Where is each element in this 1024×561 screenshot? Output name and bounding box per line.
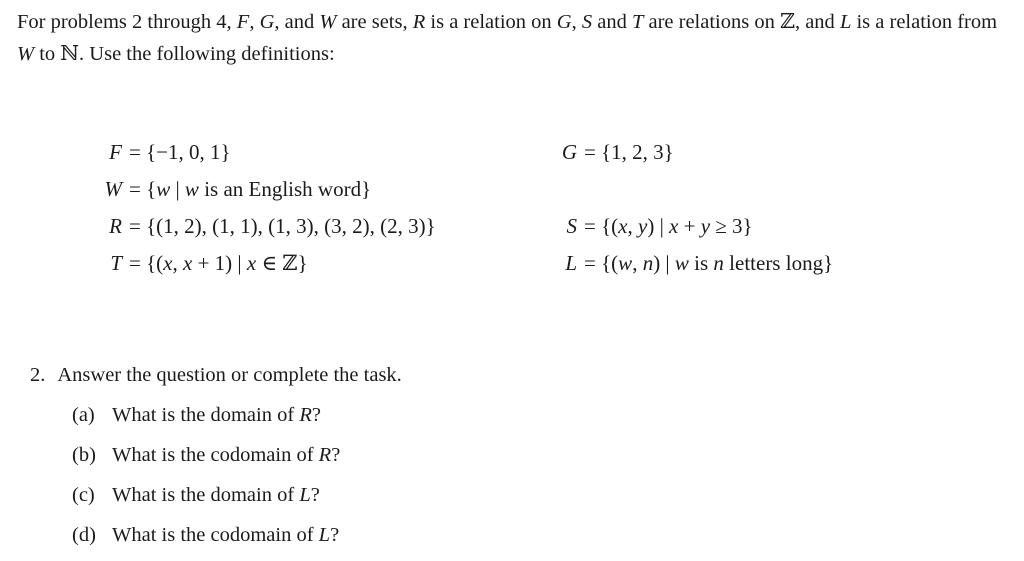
part-a-label: (a)	[72, 404, 95, 426]
definition-R-variable: R	[109, 214, 122, 238]
definition-W-variable: W	[104, 177, 122, 201]
definition-spacer-row	[553, 171, 833, 208]
definition-F-variable: F	[109, 140, 122, 164]
part-a-text: What is the domain of R?	[112, 404, 321, 426]
problem-part-a	[72, 404, 321, 427]
definitions-left-column	[84, 134, 436, 282]
definition-F-expression: = {−1, 0, 1}	[129, 140, 231, 164]
definition-S	[553, 208, 833, 245]
definition-T-variable: T	[110, 251, 122, 275]
definition-F	[84, 134, 436, 171]
part-b-text: What is the codomain of R?	[112, 444, 341, 466]
definition-G-expression: = {1, 2, 3}	[584, 140, 674, 164]
problem-2-heading	[30, 364, 402, 387]
definition-T	[84, 245, 436, 282]
definition-G-variable: G	[561, 140, 577, 164]
definition-S-variable: S	[566, 214, 577, 238]
definition-T-expression: = {(x, x + 1) | x ∈ ℤ}	[129, 251, 308, 275]
intro-paragraph: For problems 2 through 4, F, G, and W are sets, R is a relation on G, S and T are relations on ℤ, and L is a relation from W to ℕ. Use the following definitions:	[17, 9, 998, 65]
problem-part-c	[72, 484, 320, 507]
definition-W-expression: = {w | w is an English word}	[129, 177, 372, 201]
problem-number: 2.	[30, 364, 46, 386]
definition-L-variable: L	[565, 251, 577, 275]
part-d-text: What is the codomain of L?	[112, 524, 340, 546]
problem-part-b	[72, 444, 340, 467]
definition-G	[553, 134, 833, 171]
definition-R-expression: = {(1, 2), (1, 1), (1, 3), (3, 2), (2, 3)}	[129, 214, 436, 238]
part-d-label: (d)	[72, 524, 96, 546]
definition-R	[84, 208, 436, 245]
part-b-label: (b)	[72, 444, 96, 466]
part-c-label: (c)	[72, 484, 95, 506]
problem-title: Answer the question or complete the task.	[57, 364, 402, 386]
part-c-text: What is the domain of L?	[112, 484, 320, 506]
definition-L	[553, 245, 833, 282]
definition-L-expression: = {(w, n) | w is n letters long}	[584, 251, 834, 275]
definitions-right-column	[553, 134, 833, 282]
definition-S-expression: = {(x, y) | x + y ≥ 3}	[584, 214, 753, 238]
problem-part-d	[72, 524, 339, 547]
definition-W	[84, 171, 436, 208]
